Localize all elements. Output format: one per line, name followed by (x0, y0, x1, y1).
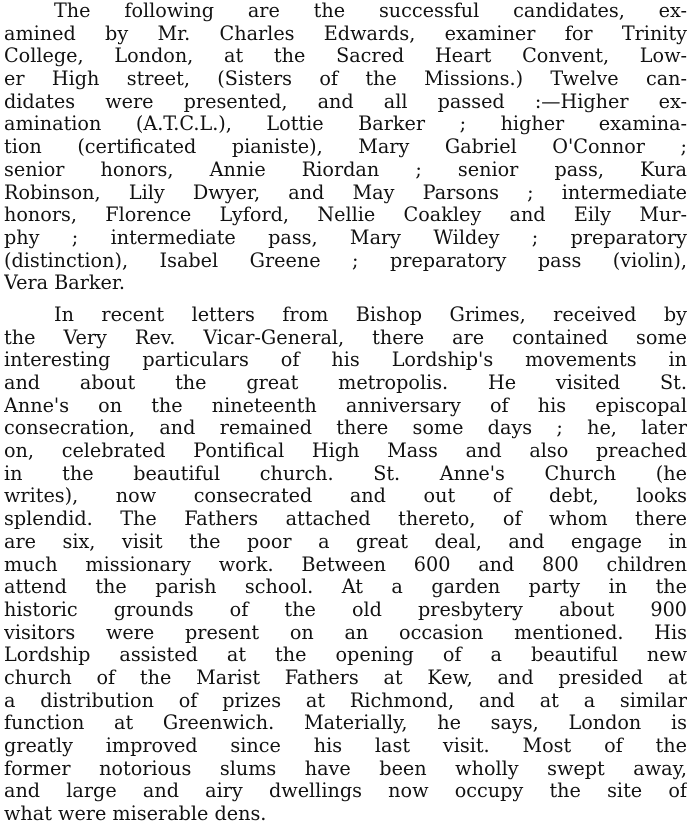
text-line: in the beautiful church. St. Anne's Church (he (4, 462, 687, 485)
text-line: what were miserable dens. (4, 803, 267, 826)
text-line: visitors were present on an occasion mentioned. His (4, 621, 687, 644)
text-line: (distinction), Isabel Greene ; preparatory pass (violin), (4, 249, 687, 272)
newspaper-article (4, 0, 687, 826)
text-line: and large and airy dwellings now occupy the site of (4, 780, 687, 803)
text-line: amination (A.T.C.L.), Lottie Barker ; higher examina- (4, 113, 687, 136)
text-line: former notorious slums have been wholly swept away, (4, 757, 687, 780)
text-line: senior honors, Annie Riordan ; senior pass, Kura (4, 158, 687, 181)
paragraph-bishop-grimes (4, 304, 687, 826)
paragraph-exam-results (4, 0, 687, 295)
text-line: er High street, (Sisters of the Missions.) Twelve can- (4, 68, 687, 91)
text-line: writes), now consecrated and out of debt, looks (4, 485, 687, 508)
text-line: phy ; intermediate pass, Mary Wildey ; preparatory (4, 226, 687, 249)
text-line: In recent letters from Bishop Grimes, received by (54, 303, 687, 326)
text-line: historic grounds of the old presbytery about 900 (4, 598, 687, 621)
text-line: function at Greenwich. Materially, he says, London is (4, 712, 687, 735)
text-line: much missionary work. Between 600 and 800 children (4, 553, 687, 576)
text-line: Anne's on the nineteenth anniversary of his episcopal (4, 394, 687, 417)
text-line: amined by Mr. Charles Edwards, examiner for Trinity (4, 22, 687, 45)
text-line: interesting particulars of his Lordship's movements in (4, 349, 687, 372)
text-line: splendid. The Fathers attached thereto, of whom there (4, 508, 687, 531)
text-line: a distribution of prizes at Richmond, and at a similar (4, 689, 687, 712)
text-line: didates were presented, and all passed :—Higher ex- (4, 90, 687, 113)
text-line: attend the parish school. At a garden party in the (4, 576, 687, 599)
text-line: are six, visit the poor a great deal, and engage in (4, 530, 687, 553)
text-line: Vera Barker. (4, 272, 126, 295)
text-line: The following are the successful candidates, ex- (54, 0, 687, 22)
text-line: consecration, and remained there some days ; he, later (4, 417, 687, 440)
text-line: church of the Marist Fathers at Kew, and presided at (4, 666, 687, 689)
text-line: College, London, at the Sacred Heart Convent, Low- (4, 45, 687, 68)
text-line: and about the great metropolis. He visited St. (4, 372, 687, 394)
text-line: Robinson, Lily Dwyer, and May Parsons ; intermediate (4, 181, 687, 204)
text-line: greatly improved since his last visit. Most of the (4, 735, 687, 757)
text-line: honors, Florence Lyford, Nellie Coakley and Eily Mur- (4, 204, 687, 227)
text-line: Lordship assisted at the opening of a beautiful new (4, 644, 687, 667)
text-line: on, celebrated Pontifical High Mass and also preached (4, 440, 687, 463)
text-line: tion (certificated pianiste), Mary Gabriel O'Connor ; (4, 136, 687, 159)
text-line: the Very Rev. Vicar-General, there are contained some (4, 326, 687, 349)
